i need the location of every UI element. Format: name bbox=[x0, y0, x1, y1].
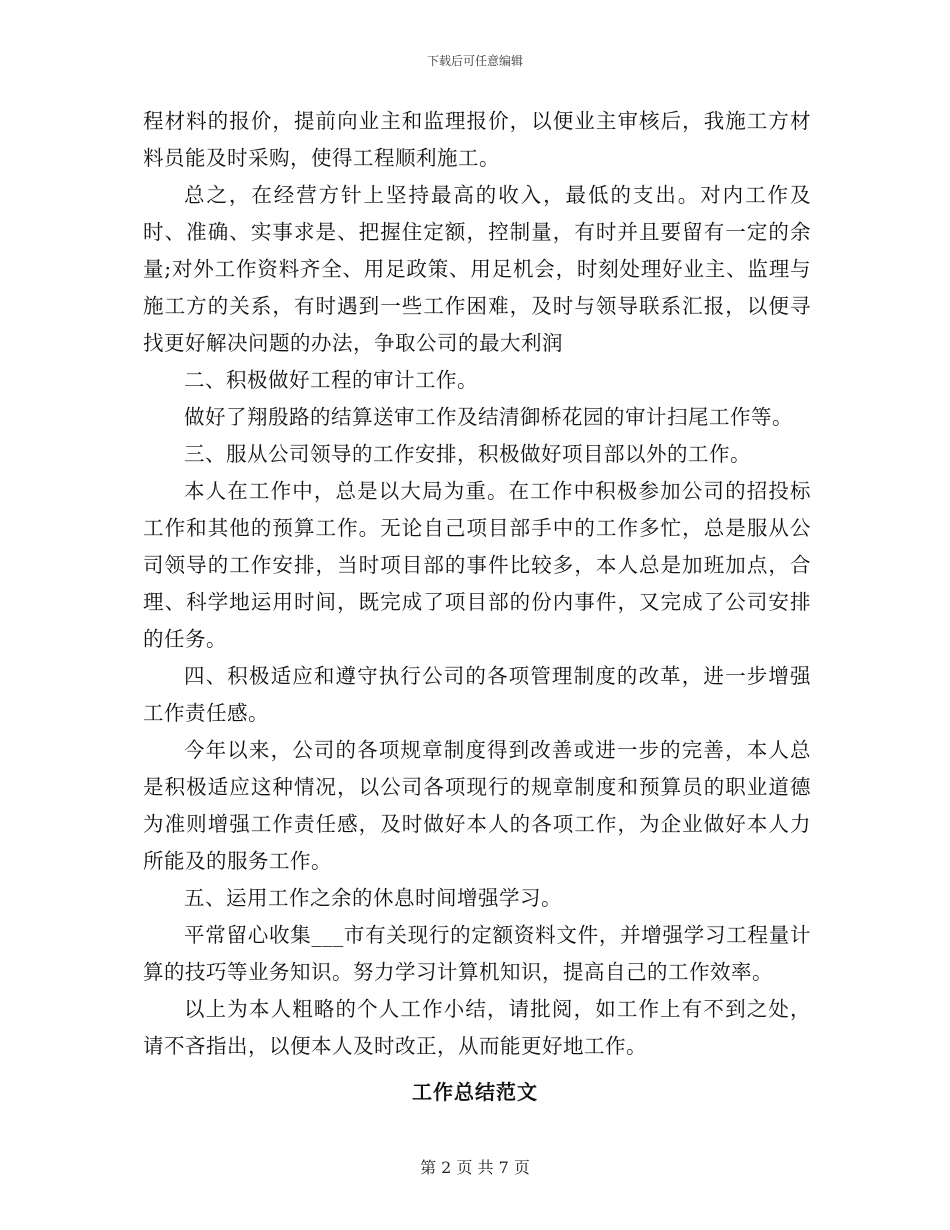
heading-audit-work: 二、积极做好工程的审计工作。 bbox=[184, 368, 478, 392]
page-header: 下载后可任意编辑 bbox=[426, 54, 523, 68]
document-body bbox=[143, 103, 811, 1065]
heading-obey-leadership: 三、服从公司领导的工作安排，积极做好项目部以外的工作。 bbox=[184, 442, 751, 466]
heading-adapt-reform: 四、积极适应和遵守执行公司的各项管理制度的改革，进一步增强工作责任感。 bbox=[143, 664, 811, 725]
paragraph-study: 平常留心收集___市有关现行的定额资料文件，并增强学习工程量计算的技巧等业务知识。努力学习计算机知识，提高自己的工作效率。 bbox=[143, 923, 811, 984]
heading-study: 五、运用工作之余的休息时间增强学习。 bbox=[184, 886, 562, 910]
paragraph-summary: 总之，在经营方针上坚持最高的收入，最低的支出。对内工作及时、准确、实事求是、把握住定额，控制量，有时并且要留有一定的余量;对外工作资料齐全、用足政策、用足机会，时刻处理好业主、监理与施工方的关系，有时遇到一些工作困难，及时与领导联系汇报，以便寻找更好解决问题的办法，争取公司的最大利润 bbox=[143, 183, 811, 355]
paragraph-closing: 以上为本人粗略的个人工作小结，请批阅，如工作上有不到之处，请不吝指出，以便本人及时改正，从而能更好地工作。 bbox=[143, 997, 811, 1058]
paragraph-obey-leadership: 本人在工作中，总是以大局为重。在工作中积极参加公司的招投标工作和其他的预算工作。无论自己项目部手中的工作多忙，总是服从公司领导的工作安排，当时项目部的事件比较多，本人总是加班加点，合理、科学地运用时间，既完成了项目部的份内事件，又完成了公司安排的任务。 bbox=[143, 479, 811, 651]
page-number: 第 2 页 共 7 页 bbox=[420, 1158, 530, 1177]
section-title: 工作总结范文 bbox=[412, 1080, 538, 1104]
paragraph-adapt-reform: 今年以来，公司的各项规章制度得到改善或进一步的完善，本人总是积极适应这种情况，以公司各项现行的规章制度和预算员的职业道德为准则增强工作责任感，及时做好本人的各项工作，为企业做好本人力所能及的服务工作。 bbox=[143, 738, 811, 873]
paragraph-audit: 做好了翔殷路的结算送审工作及结清御桥花园的审计扫尾工作等。 bbox=[184, 405, 793, 429]
paragraph-continuation: 程材料的报价，提前向业主和监理报价，以便业主审核后，我施工方材料员能及时采购，使得工程顺利施工。 bbox=[143, 109, 811, 170]
